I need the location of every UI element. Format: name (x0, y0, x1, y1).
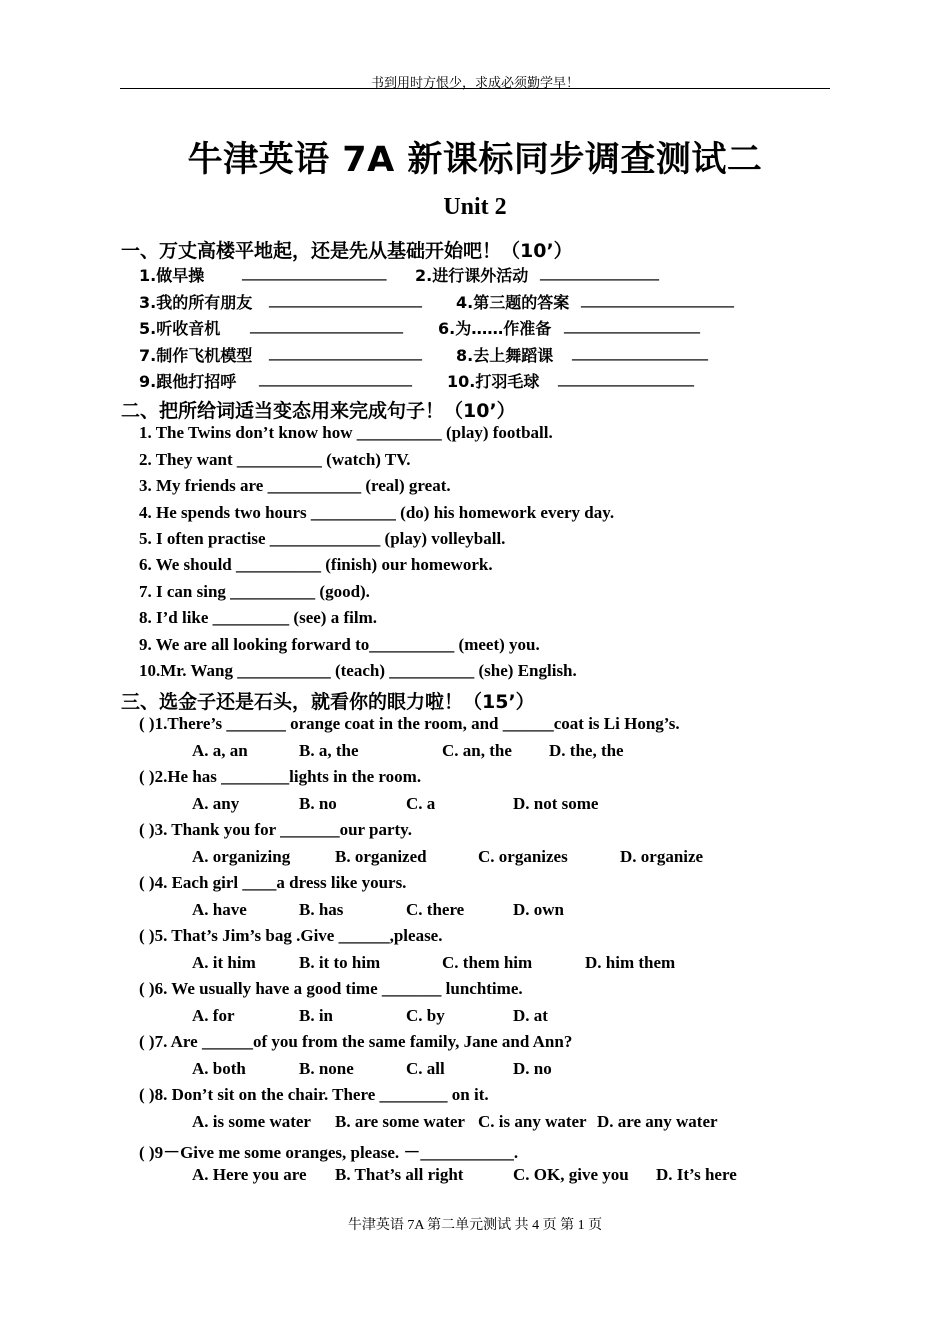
mc-option[interactable]: D. not some (513, 794, 599, 813)
vocab-blank[interactable]: __________________ (269, 290, 422, 309)
mc-option[interactable]: D. at (513, 1006, 548, 1025)
vocab-blank[interactable]: __________________ (581, 290, 734, 309)
mc-option[interactable]: C. OK, give you (513, 1165, 629, 1184)
mc-option[interactable]: A. is some water (192, 1112, 311, 1131)
page-footer: 牛津英语 7A 第二单元测试 共 4 页 第 1 页 (347, 1218, 603, 1233)
header-rule (120, 88, 830, 89)
mc-option[interactable]: A. a, an (192, 741, 248, 760)
mc-option[interactable]: B. none (299, 1059, 354, 1078)
mc-question: ( )9－Give me some oranges, please. －___________. (139, 1143, 519, 1162)
mc-option[interactable]: A. it him (192, 953, 256, 972)
vocab-blank[interactable]: _________________ (242, 263, 387, 282)
mc-option[interactable]: C. is any water (478, 1112, 587, 1131)
mc-option[interactable]: C. a (406, 794, 436, 813)
unit-subtitle: Unit 2 (443, 194, 507, 220)
fill-item: 2. They want __________ (watch) TV. (139, 450, 411, 469)
vocab-blank[interactable]: __________________ (250, 316, 403, 335)
vocab-row (0, 290, 950, 314)
fill-item: 6. We should __________ (finish) our homework. (139, 555, 493, 574)
mc-option[interactable]: D. no (513, 1059, 552, 1078)
vocab-blank[interactable]: ________________ (572, 343, 708, 362)
vocab-blank[interactable]: ________________ (564, 316, 700, 335)
section2-heading: 二、把所给词适当变态用来完成句子！（10’） (121, 400, 516, 422)
fill-item: 8. I’d like _________ (see) a film. (139, 608, 377, 627)
mc-option[interactable]: B. are some water (335, 1112, 465, 1131)
vocab-prompt: 5.听收音机 (139, 319, 221, 338)
mc-option[interactable]: D. him them (585, 953, 676, 972)
mc-option[interactable]: D. own (513, 900, 565, 919)
page-title: 牛津英语 7A 新课标同步调查测试二 (187, 140, 763, 180)
vocab-prompt: 2.进行课外活动 (415, 266, 529, 285)
vocab-prompt: 7.制作飞机模型 (139, 346, 253, 365)
section3-heading: 三、选金子还是石头，就看你的眼力啦！（15’） (121, 691, 535, 713)
mc-question: ( )6. We usually have a good time _______ lunchtime. (139, 979, 523, 998)
mc-option[interactable]: B. a, the (299, 741, 359, 760)
mc-option[interactable]: C. organizes (478, 847, 568, 866)
mc-option[interactable]: C. an, the (442, 741, 512, 760)
mc-option[interactable]: C. all (406, 1059, 445, 1078)
fill-item: 3. My friends are ___________ (real) great. (139, 476, 451, 495)
mc-option[interactable]: D. organize (620, 847, 704, 866)
mc-option[interactable]: B. no (299, 794, 337, 813)
fill-item: 1. The Twins don’t know how __________ (play) football. (139, 423, 553, 442)
mc-option[interactable]: C. by (406, 1006, 445, 1025)
mc-question: ( )7. Are ______of you from the same family, Jane and Ann? (139, 1032, 573, 1051)
mc-option[interactable]: B. in (299, 1006, 334, 1025)
mc-option[interactable]: B. has (299, 900, 344, 919)
vocab-blank[interactable]: ________________ (558, 369, 694, 388)
vocab-row (0, 263, 950, 287)
fill-item: 4. He spends two hours __________ (do) his homework every day. (139, 503, 615, 522)
mc-question: ( )1.There’s _______ orange coat in the room, and ______coat is Li Hong’s. (139, 714, 680, 733)
mc-option[interactable]: A. any (192, 794, 240, 813)
vocab-row (0, 316, 950, 340)
mc-option[interactable]: B. That’s all right (335, 1165, 464, 1184)
vocab-prompt: 8.去上舞蹈课 (456, 346, 554, 365)
mc-option[interactable]: A. organizing (192, 847, 291, 866)
fill-item: 5. I often practise _____________ (play) volleyball. (139, 529, 506, 548)
fill-item: 9. We are all looking forward to__________ (meet) you. (139, 635, 540, 654)
fill-item: 10.Mr. Wang ___________ (teach) __________ (she) English. (139, 661, 577, 680)
mc-option[interactable]: A. for (192, 1006, 235, 1025)
header-motto: 书到用时方恨少，求成必须勤学早！ (370, 75, 579, 90)
vocab-blank[interactable]: __________________ (269, 343, 422, 362)
vocab-prompt: 4.第三题的答案 (456, 293, 570, 312)
vocab-prompt: 10.打羽毛球 (447, 372, 540, 391)
mc-option[interactable]: C. them him (442, 953, 533, 972)
vocab-prompt: 1.做早操 (139, 266, 205, 285)
mc-option[interactable]: D. are any water (597, 1112, 718, 1131)
mc-option[interactable]: B. organized (335, 847, 427, 866)
vocab-row (0, 343, 950, 367)
mc-question: ( )3. Thank you for _______our party. (139, 820, 412, 839)
vocab-prompt: 6.为……作准备 (438, 319, 552, 338)
mc-option[interactable]: B. it to him (299, 953, 381, 972)
fill-item: 7. I can sing __________ (good). (139, 582, 370, 601)
vocab-prompt: 9.跟他打招呼 (139, 372, 237, 391)
vocab-blank[interactable]: __________________ (259, 369, 412, 388)
vocab-blank[interactable]: ______________ (540, 263, 659, 282)
mc-question: ( )4. Each girl ____a dress like yours. (139, 873, 407, 892)
vocab-row (0, 369, 950, 393)
vocab-prompt: 3.我的所有朋友 (139, 293, 253, 312)
mc-question: ( )8. Don’t sit on the chair. There ________ on it. (139, 1085, 489, 1104)
mc-option[interactable]: A. Here you are (192, 1165, 307, 1184)
mc-option[interactable]: C. there (406, 900, 465, 919)
mc-question: ( )2.He has ________lights in the room. (139, 767, 422, 786)
mc-option[interactable]: A. both (192, 1059, 246, 1078)
mc-question: ( )5. That’s Jim’s bag .Give ______,please. (139, 926, 443, 945)
mc-option[interactable]: D. It’s here (656, 1165, 737, 1184)
section1-heading: 一、万丈高楼平地起，还是先从基础开始吧！（10’） (121, 240, 573, 262)
mc-option[interactable]: D. the, the (549, 741, 624, 760)
mc-option[interactable]: A. have (192, 900, 247, 919)
